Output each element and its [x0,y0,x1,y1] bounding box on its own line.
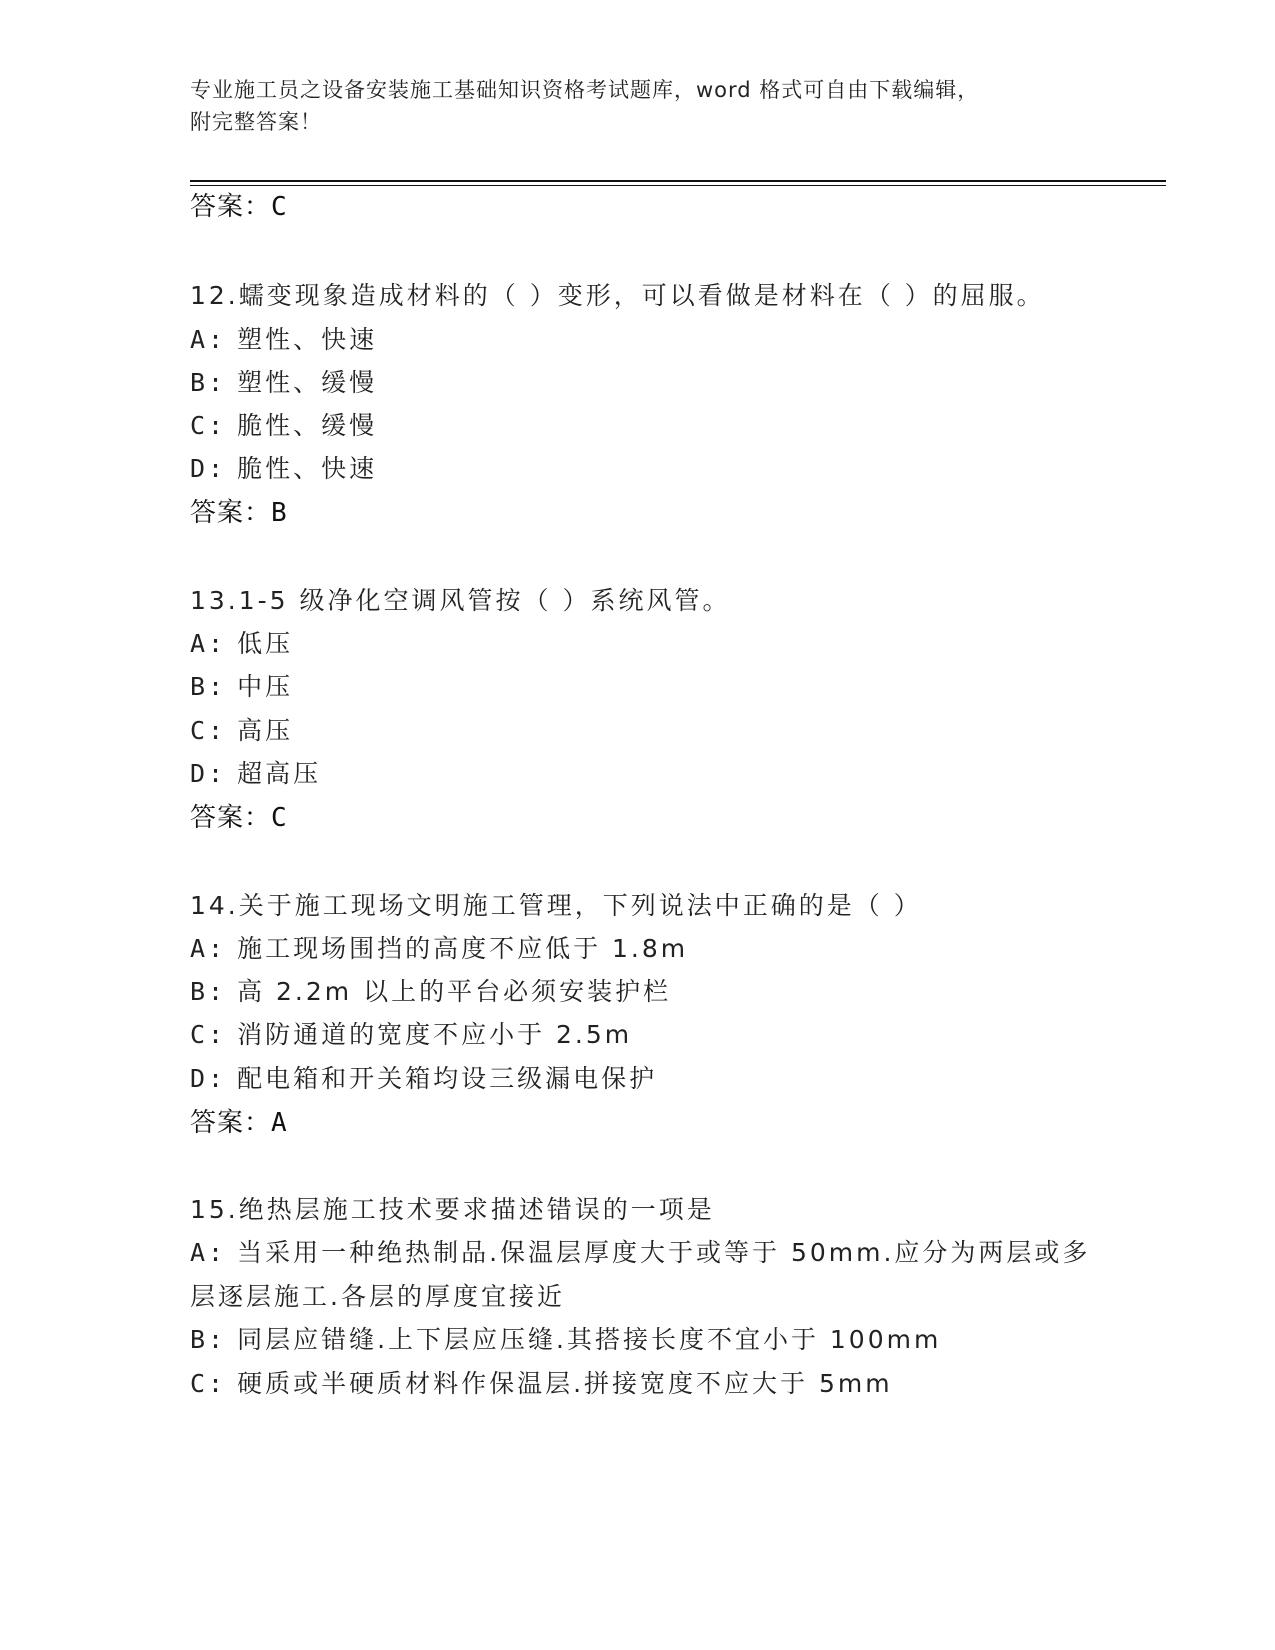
option-line [190,320,377,356]
option-line [190,449,377,485]
option-text: 配电箱和开关箱均设三级漏电保护 [237,1064,658,1093]
option-letter: D: [190,1064,227,1093]
answer-line-prev [190,186,288,223]
option-line [190,1015,632,1051]
option-line [190,406,377,442]
option-text: 硬质或半硬质材料作保温层.拼接宽度不应大于 5mm [237,1369,893,1398]
option-text: 消防通道的宽度不应小于 2.5m [237,1020,633,1049]
option-line [190,972,671,1008]
option-line [190,929,688,965]
option-line [190,667,293,703]
option-text: 超高压 [237,759,322,788]
header-divider-thin [190,185,1166,186]
option-line [190,1233,1090,1269]
option-letter: A: [190,934,227,963]
option-letter: C: [190,1020,227,1049]
option-text: 脆性、快速 [237,454,378,483]
option-line [190,624,293,660]
option-letter: D: [190,759,227,788]
option-text: 高压 [237,716,294,745]
answer-line-13 [190,797,288,834]
option-text: 塑性、快速 [237,325,378,354]
answer-value: B [271,498,288,528]
option-line [190,711,293,747]
header-line-2: 附完整答案！ [190,110,322,134]
option-line [190,1364,893,1400]
answer-value: C [271,192,288,222]
answer-value: C [271,803,288,833]
option-letter: A: [190,1238,227,1267]
option-letter: B: [190,1325,227,1354]
question-stem-12: 12.蠕变现象造成材料的（ ）变形，可以看做是材料在（ ）的屈服。 [190,281,1045,310]
option-text: 低压 [237,629,294,658]
option-letter: C: [190,716,227,745]
answer-label: 答案： [190,498,272,528]
answer-label: 答案： [190,803,272,833]
answer-value: A [271,1108,288,1138]
answer-line-12 [190,492,288,529]
question-stem-15: 15.绝热层施工技术要求描述错误的一项是 [190,1195,715,1224]
option-text: 脆性、缓慢 [237,411,378,440]
option-letter: A: [190,629,227,658]
question-stem-13: 13.1-5 级净化空调风管按（ ）系统风管。 [190,586,731,615]
option-text: 塑性、缓慢 [237,368,378,397]
option-text: 高 2.2m 以上的平台必须安装护栏 [237,977,672,1006]
option-text: 当采用一种绝热制品.保温层厚度大于或等于 50mm.应分为两层或多 [237,1238,1091,1267]
option-letter: B: [190,672,227,701]
option-line [190,1059,657,1095]
option-text: 同层应错缝.上下层应压缝.其搭接长度不宜小于 100mm [237,1325,942,1354]
document-header [190,74,1090,138]
answer-line-14 [190,1102,288,1139]
option-line [190,1320,941,1356]
option-letter: A: [190,325,227,354]
option-text: 施工现场围挡的高度不应低于 1.8m [237,934,689,963]
answer-label: 答案： [190,192,272,222]
answer-label: 答案： [190,1108,272,1138]
option-line [190,754,321,790]
option-letter: C: [190,411,227,440]
header-line-1: 专业施工员之设备安装施工基础知识资格考试题库，word 格式可自由下载编辑， [190,78,980,102]
option-text-continuation: 层逐层施工.各层的厚度宜接近 [190,1282,565,1311]
option-letter: B: [190,977,227,1006]
option-letter: D: [190,454,227,483]
option-letter: B: [190,368,227,397]
option-letter: C: [190,1369,227,1398]
question-stem-14: 14.关于施工现场文明施工管理，下列说法中正确的是（ ） [190,891,922,920]
header-divider-thick [190,180,1166,182]
option-line [190,363,377,399]
option-text: 中压 [237,672,294,701]
